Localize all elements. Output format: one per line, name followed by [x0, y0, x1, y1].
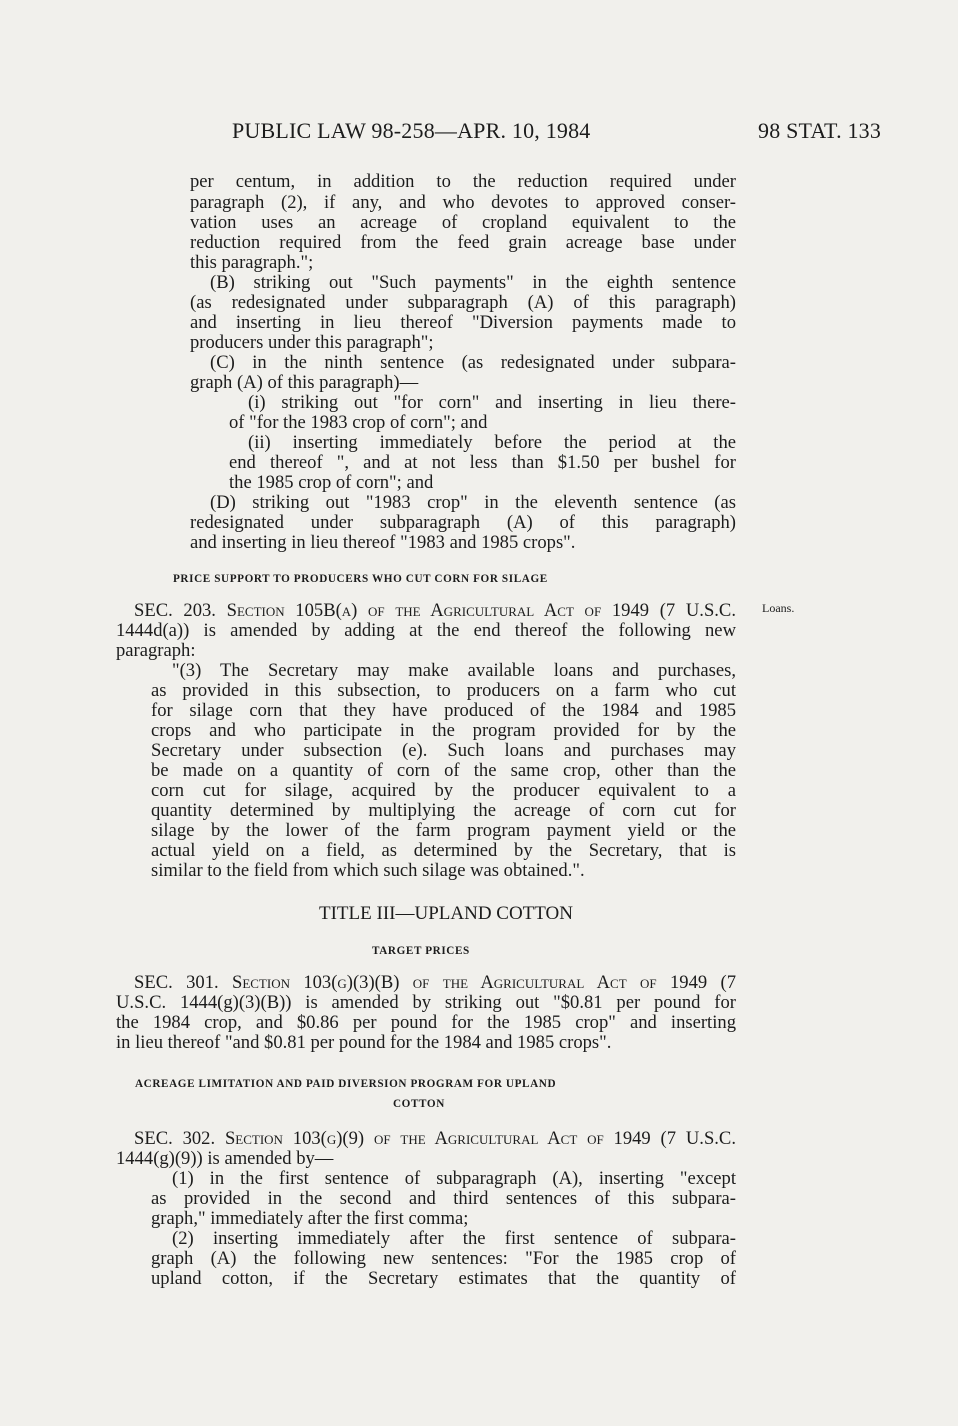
body-line: and inserting in lieu thereof "1983 and 1985 crops". [190, 532, 576, 553]
body-line: (i) striking out "for corn" and inserting in lieu there- [248, 392, 736, 413]
quoted-line: "(3) The Secretary may make available loans and purchases, [172, 660, 736, 681]
section-line: U.S.C. 1444(g)(3)(B)) is amended by striking out "$0.81 per pound for [116, 992, 736, 1013]
section-heading: ACREAGE LIMITATION AND PAID DIVERSION PROGRAM FOR UPLAND [135, 1078, 557, 1090]
body-line: (B) striking out "Such payments" in the eighth sentence [210, 272, 736, 293]
section-line: SEC. 301. Section 103(g)(3)(B) of the Agricultural Act of 1949 (7 [134, 972, 736, 993]
body-line: this paragraph."; [190, 252, 314, 273]
body-line: graph (A) the following new sentences: "For the 1985 crop of [151, 1248, 736, 1269]
body-line: graph (A) of this paragraph)— [190, 372, 419, 393]
body-line: (C) in the ninth sentence (as redesignated under subpara- [210, 352, 736, 373]
title-heading: TITLE III—UPLAND COTTON [319, 903, 573, 924]
body-line: upland cotton, if the Secretary estimates that the quantity of [151, 1268, 736, 1289]
quoted-line: as provided in this subsection, to producers on a farm who cut [151, 680, 736, 701]
quoted-line: similar to the field from which such silage was obtained.". [151, 860, 585, 881]
section-line: SEC. 302. Section 103(g)(9) of the Agricultural Act of 1949 (7 U.S.C. [134, 1128, 736, 1149]
running-header-title: PUBLIC LAW 98-258—APR. 10, 1984 [232, 118, 591, 143]
section-line: 1444(g)(9)) is amended by— [116, 1148, 334, 1169]
page-stat-number: 98 STAT. 133 [758, 118, 882, 143]
section-line: the 1984 crop, and $0.86 per pound for the 1985 crop" and inserting [116, 1012, 736, 1033]
body-line: of "for the 1983 crop of corn"; and [229, 412, 488, 433]
body-line: (as redesignated under subparagraph (A) of this paragraph) [190, 292, 736, 313]
quoted-line: Secretary under subsection (e). Such loans and purchases may [151, 740, 736, 761]
quoted-line: corn cut for silage, acquired by the producer equivalent to a [151, 780, 736, 801]
body-line: (D) striking out "1983 crop" in the eleventh sentence (as [210, 492, 736, 513]
margin-note-loans: Loans. [762, 601, 795, 615]
section-heading: TARGET PRICES [372, 945, 470, 957]
body-line: reduction required from the feed grain acreage base under [190, 232, 736, 253]
section-line: 1444d(a)) is amended by adding at the end thereof the following new [116, 620, 736, 641]
body-line: (ii) inserting immediately before the period at the [248, 432, 736, 453]
section-heading: COTTON [393, 1098, 445, 1110]
quoted-line: crops and who participate in the program provided for by the [151, 720, 736, 741]
section-heading: PRICE SUPPORT TO PRODUCERS WHO CUT CORN FOR SILAGE [173, 573, 548, 585]
section-line: in lieu thereof "and $0.81 per pound for the 1984 and 1985 crops". [116, 1032, 612, 1053]
body-line: per centum, in addition to the reduction required under [190, 171, 736, 192]
quoted-line: silage by the lower of the farm program payment yield or the [151, 820, 736, 841]
body-line: (1) in the first sentence of subparagraph (A), inserting "except [172, 1168, 736, 1189]
body-line: producers under this paragraph"; [190, 332, 434, 353]
quoted-line: for silage corn that they have produced of the 1984 and 1985 [151, 700, 736, 721]
body-line: and inserting in lieu thereof "Diversion payments made to [190, 312, 736, 333]
body-line: end thereof ", and at not less than $1.50 per bushel for [229, 452, 736, 473]
quoted-line: be made on a quantity of corn of the same crop, other than the [151, 760, 736, 781]
quoted-line: actual yield on a field, as determined by the Secretary, that is [151, 840, 736, 861]
section-line: paragraph: [116, 640, 196, 661]
body-line: as provided in the second and third sentences of this subpara- [151, 1188, 736, 1209]
body-line: paragraph (2), if any, and who devotes to approved conser- [190, 192, 736, 213]
body-line: redesignated under subparagraph (A) of this paragraph) [190, 512, 736, 533]
body-line: (2) inserting immediately after the first sentence of subpara- [172, 1228, 736, 1249]
section-line: SEC. 203. Section 105B(a) of the Agricultural Act of 1949 (7 U.S.C. [134, 600, 736, 621]
body-line: the 1985 crop of corn"; and [229, 472, 434, 493]
body-line: vation uses an acreage of cropland equivalent to the [190, 212, 736, 233]
quoted-line: quantity determined by multiplying the acreage of corn cut for [151, 800, 736, 821]
body-line: graph," immediately after the first comma; [151, 1208, 469, 1229]
